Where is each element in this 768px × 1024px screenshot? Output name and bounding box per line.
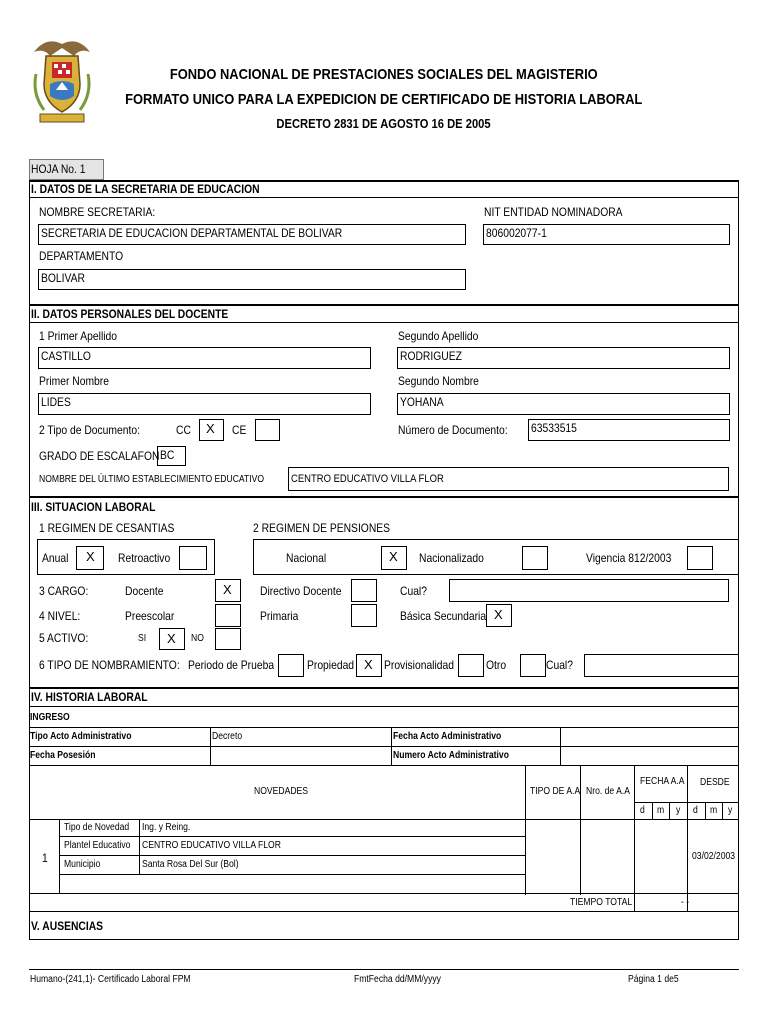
departamento-field[interactable]: BOLIVAR xyxy=(38,269,466,290)
segundo-apellido-label: Segundo Apellido xyxy=(398,329,479,343)
tiempo-total-value: - - xyxy=(681,897,690,908)
retroactivo-label: Retroactivo xyxy=(118,551,171,565)
nivel-label: 4 NIVEL: xyxy=(39,609,81,623)
si-label: SI xyxy=(138,633,147,644)
tipo-novedad-label: Tipo de Novedad xyxy=(64,822,130,833)
section-3-title: III. SITUACION LABORAL xyxy=(31,500,156,514)
fecha-posesion-label: Fecha Posesión xyxy=(30,750,96,761)
section-4-title: IV. HISTORIA LABORAL xyxy=(31,690,148,704)
novedades-header: NOVEDADES xyxy=(254,786,309,797)
no-checkbox[interactable] xyxy=(215,628,241,650)
departamento-label: DEPARTAMENTO xyxy=(39,249,124,263)
cargo-label: 3 CARGO: xyxy=(39,584,89,598)
activo-label: 5 ACTIVO: xyxy=(39,631,89,645)
desde-date-value: 03/02/2003 xyxy=(692,851,736,862)
primer-nombre-label: Primer Nombre xyxy=(39,374,109,388)
provisionalidad-label: Provisionalidad xyxy=(384,658,454,672)
cual-cargo-label: Cual? xyxy=(400,584,427,598)
segundo-nombre-field[interactable]: YOHANA xyxy=(397,393,730,415)
header-title-1: FONDO NACIONAL DE PRESTACIONES SOCIALES DEL MAGISTERIO xyxy=(170,66,598,83)
nit-label: NIT ENTIDAD NOMINADORA xyxy=(484,205,623,219)
municipio-value: Santa Rosa Del Sur (Bol) xyxy=(142,859,239,870)
section-5-title: V. AUSENCIAS xyxy=(31,919,104,933)
plantel-value: CENTRO EDUCATIVO VILLA FLOR xyxy=(142,840,281,851)
segundo-nombre-label: Segundo Nombre xyxy=(398,374,479,388)
footer-date-format: FmtFecha dd/MM/yyyy xyxy=(354,974,441,985)
footer-left: Humano-(241,1)- Certificado Laboral FPM xyxy=(30,974,191,985)
primaria-checkbox[interactable] xyxy=(351,604,377,627)
tipo-novedad-value: Ing. y Reing. xyxy=(142,822,191,833)
cc-check-mark: X xyxy=(206,421,215,436)
basica-label: Básica Secundaria xyxy=(400,609,487,623)
fecha-y-header: y xyxy=(676,805,681,816)
numero-documento-field[interactable]: 63533515 xyxy=(528,419,730,441)
grado-escalafon-label: GRADO DE ESCALAFON xyxy=(39,449,160,463)
municipio-label: Municipio xyxy=(64,859,101,870)
no-label: NO xyxy=(191,633,204,644)
docente-label: Docente xyxy=(125,584,164,598)
row-number: 1 xyxy=(42,851,48,865)
cc-label: CC xyxy=(176,423,191,437)
propiedad-check-mark: X xyxy=(364,657,373,672)
prueba-label: Periodo de Prueba xyxy=(188,658,275,672)
fecha-d-header: d xyxy=(640,805,645,816)
nacionalizado-label: Nacionalizado xyxy=(419,551,484,565)
nro-aa-header: Nro. de A.A xyxy=(586,786,630,797)
primer-apellido-field[interactable]: CASTILLO xyxy=(38,347,371,369)
primer-apellido-label: 1 Primer Apellido xyxy=(39,329,118,343)
grado-escalafon-field[interactable]: BC xyxy=(157,446,186,466)
regimen-cesantias-label: 1 REGIMEN DE CESANTIAS xyxy=(39,521,175,535)
prueba-checkbox[interactable] xyxy=(278,654,304,677)
provisionalidad-checkbox[interactable] xyxy=(458,654,484,677)
cual-nombramiento-field[interactable] xyxy=(584,654,739,677)
nit-field[interactable]: 806002077-1 xyxy=(483,224,730,245)
ce-checkbox[interactable] xyxy=(255,419,280,441)
tipo-documento-label: 2 Tipo de Documento: xyxy=(39,423,140,437)
docente-check-mark: X xyxy=(223,582,232,597)
decreto-value: Decreto xyxy=(212,731,243,742)
establecimiento-field[interactable]: CENTRO EDUCATIVO VILLA FLOR xyxy=(288,467,729,491)
footer-page-number: Página 1 de5 xyxy=(628,974,679,985)
regimen-pensiones-label: 2 REGIMEN DE PENSIONES xyxy=(253,521,391,535)
nacionalizado-checkbox[interactable] xyxy=(522,546,548,570)
section-1-title: I. DATOS DE LA SECRETARIA DE EDUCACION xyxy=(31,182,260,196)
header-title-3: DECRETO 2831 DE AGOSTO 16 DE 2005 xyxy=(276,116,492,131)
fecha-m-header: m xyxy=(657,805,665,816)
basica-check-mark: X xyxy=(494,607,503,622)
retroactivo-checkbox[interactable] xyxy=(179,546,207,570)
nombramiento-label: 6 TIPO DE NOMBRAMIENTO: xyxy=(39,658,180,672)
propiedad-label: Propiedad xyxy=(307,658,355,672)
segundo-apellido-field[interactable]: RODRIGUEZ xyxy=(397,347,730,369)
primaria-label: Primaria xyxy=(260,609,299,623)
numero-documento-label: Número de Documento: xyxy=(398,423,508,437)
nacional-check-mark: X xyxy=(389,549,398,564)
si-check-mark: X xyxy=(167,631,176,646)
nombre-secretaria-label: NOMBRE SECRETARIA: xyxy=(39,205,156,219)
anual-label: Anual xyxy=(42,551,69,565)
section-2-title: II. DATOS PERSONALES DEL DOCENTE xyxy=(31,307,229,321)
ce-label: CE xyxy=(232,423,247,437)
preescolar-checkbox[interactable] xyxy=(215,604,241,627)
hoja-label: HOJA No. 1 xyxy=(31,162,86,176)
vigencia-checkbox[interactable] xyxy=(687,546,713,570)
plantel-label: Plantel Educativo xyxy=(64,840,131,851)
directivo-checkbox[interactable] xyxy=(351,579,377,602)
primer-nombre-field[interactable]: LIDES xyxy=(38,393,371,415)
otro-label: Otro xyxy=(486,658,507,672)
cual-cargo-field[interactable] xyxy=(449,579,729,602)
fecha-aa-header: FECHA A.A xyxy=(640,776,685,787)
tiempo-total-label: TIEMPO TOTAL xyxy=(570,897,633,908)
desde-y-header: y xyxy=(728,805,733,816)
fecha-acto-label: Fecha Acto Administrativo xyxy=(393,731,502,742)
cual-nombramiento-label: Cual? xyxy=(546,658,573,672)
desde-m-header: m xyxy=(710,805,718,816)
tipo-acto-label: Tipo Acto Administrativo xyxy=(30,731,132,742)
desde-header: DESDE xyxy=(700,777,730,788)
header-title-2: FORMATO UNICO PARA LA EXPEDICION DE CERTIFICADO DE HISTORIA LABORAL xyxy=(125,91,643,108)
ingreso-label: INGRESO xyxy=(30,712,70,723)
vigencia-label: Vigencia 812/2003 xyxy=(586,551,672,565)
desde-d-header: d xyxy=(693,805,698,816)
tipo-aa-header: TIPO DE A.A xyxy=(530,786,581,797)
otro-checkbox[interactable] xyxy=(520,654,546,677)
anual-check-mark: X xyxy=(86,549,95,564)
nacional-label: Nacional xyxy=(286,551,327,565)
preescolar-label: Preescolar xyxy=(125,609,175,623)
establecimiento-label: NOMBRE DEL ÚLTIMO ESTABLECIMIENTO EDUCATIVO xyxy=(39,474,265,485)
directivo-label: Directivo Docente xyxy=(260,584,342,598)
numero-acto-label: Numero Acto Administrativo xyxy=(393,750,509,761)
nombre-secretaria-field[interactable]: SECRETARIA DE EDUCACION DEPARTAMENTAL DE BOLIVAR xyxy=(38,224,466,245)
